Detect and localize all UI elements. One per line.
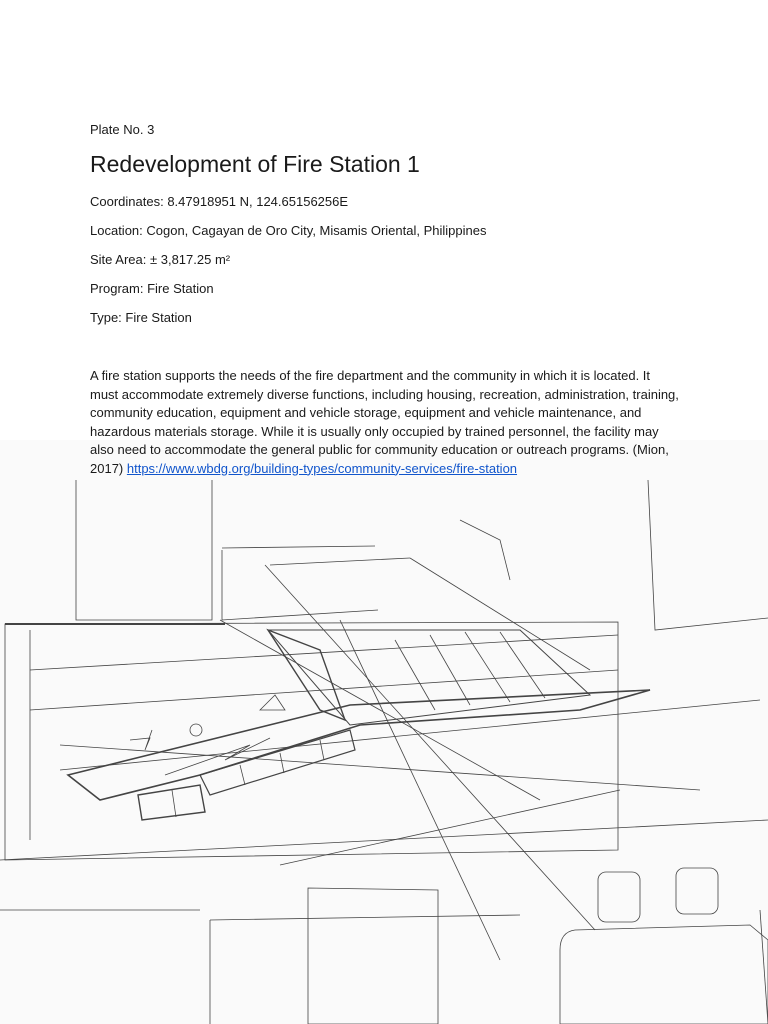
description-text: A fire station supports the needs of the fire department and the community in which it is located. It must accommodate extremely diverse functions, including housing, recreation, administration, training, community education, equipment and vehicle storage, equipment and vehicle maintenance, and hazardous materials storage. While it is usually only occupied by trained personnel, the facility may also need to accommodate the general public for community education or outreach programs. (Mion, 2017) [90,368,679,476]
reference-link[interactable]: https://www.wbdg.org/building-types/community-services/fire-station [126,460,518,476]
site-plan-svg [0,440,768,1024]
document-title: Redevelopment of Fire Station 1 [90,151,420,177]
info-coordinates: Coordinates: 8.47918951 N, 124.65156256E [90,194,349,209]
info-location: Location: Cogon, Cagayan de Oro City, Misamis Oriental, Philippines [90,223,487,238]
info-type: Type: Fire Station [90,310,192,325]
plate-number: Plate No. 3 [90,122,155,137]
site-plan-drawing [0,440,768,1024]
description-paragraph [90,367,680,478]
info-site-area: Site Area: ± 3,817.25 m² [90,252,231,267]
info-program: Program: Fire Station [90,281,214,296]
